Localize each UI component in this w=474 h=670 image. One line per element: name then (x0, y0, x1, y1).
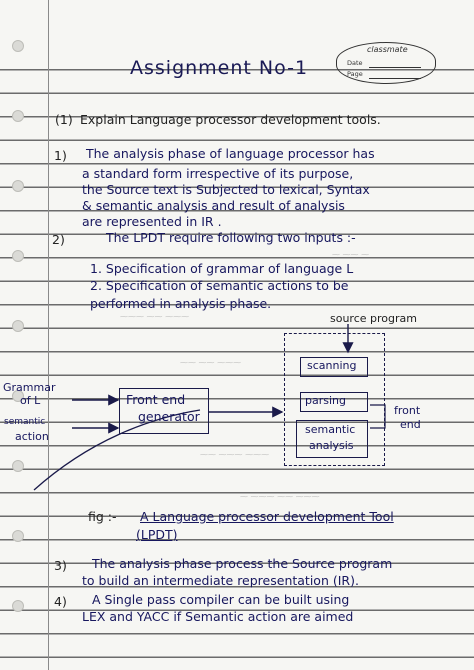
source-program-label: source program (330, 312, 417, 325)
front-end-label: front (394, 404, 421, 417)
scanning-box (300, 357, 368, 377)
parsing-label: parsing (305, 394, 346, 407)
front-end-generator-label: Front end (126, 392, 186, 407)
grammar-label: Grammar (3, 381, 56, 394)
answer-2-number: 2) (52, 232, 65, 247)
semantic-action-label: semantic (4, 417, 46, 427)
answer-3-line: to build an intermediate representation (IR). (82, 573, 359, 588)
brand-name: classmate (367, 45, 408, 54)
answer-2-item: 1. Specification of grammar of language L (90, 261, 354, 276)
scanning-label: scanning (307, 359, 357, 372)
answer-1-line: are represented in IR . (82, 214, 222, 229)
semantic-analysis-label: semantic (305, 423, 356, 436)
parsing-box (300, 392, 368, 412)
answer-2-item: 2. Specification of semantic actions to be (90, 278, 349, 293)
answer-1-line: a standard form irrespective of its purpose, (82, 166, 354, 181)
answer-2-item: performed in analysis phase. (90, 296, 272, 311)
semantic-action-label: action (15, 430, 49, 443)
question-number: (1) (55, 112, 73, 127)
show-through-mark: ⁓⁓ ⁓⁓ ⁓⁓⁓ (180, 358, 242, 367)
answer-2-lead: The LPDT require following two inputs :- (106, 230, 356, 245)
question-number-text: 1 (59, 112, 68, 127)
show-through-mark: ⁓ ⁓⁓⁓ ⁓⁓ ⁓⁓⁓ (240, 492, 320, 501)
answer-3-line: The analysis phase process the Source program (92, 556, 393, 571)
answer-1-line: the Source text is Subjected to lexical, Syntax (82, 182, 370, 197)
figure-prefix: fig :- (88, 509, 117, 524)
answer-4-line: A Single pass compiler can be built using (92, 592, 350, 607)
figure-caption-abbr: (LPDT) (136, 527, 178, 542)
front-end-label: end (400, 418, 421, 431)
semantic-analysis-label: analysis (309, 439, 354, 452)
figure-caption: A Language processor development Tool (140, 509, 394, 524)
answer-1-line: & semantic analysis and result of analysis (82, 198, 345, 213)
semantic-analysis-box (296, 420, 368, 458)
grammar-label: of L (20, 394, 41, 407)
answer-3-number: 3) (54, 558, 67, 573)
question-text: Explain Language processor development tools. (80, 112, 381, 127)
page-title: Assignment No-1 (130, 57, 309, 79)
answer-1-line: The analysis phase of language processor has (86, 146, 375, 161)
answer-1-number: 1) (54, 148, 67, 163)
show-through-mark: ⁓⁓⁓ ⁓⁓ ⁓⁓⁓ (120, 312, 190, 321)
front-end-generator-box (119, 388, 209, 434)
show-through-mark: ⁓⁓ ⁓⁓⁓ ⁓⁓⁓ (200, 450, 270, 459)
page-label: Page (347, 70, 363, 78)
date-label: Date (347, 59, 363, 67)
answer-4-number: 4) (54, 594, 67, 609)
show-through-mark: ⁓ ⁓⁓ ⁓ (332, 250, 370, 259)
answer-4-line: LEX and YACC if Semantic action are aimed (82, 609, 354, 624)
front-end-generator-label: generator (138, 409, 200, 424)
